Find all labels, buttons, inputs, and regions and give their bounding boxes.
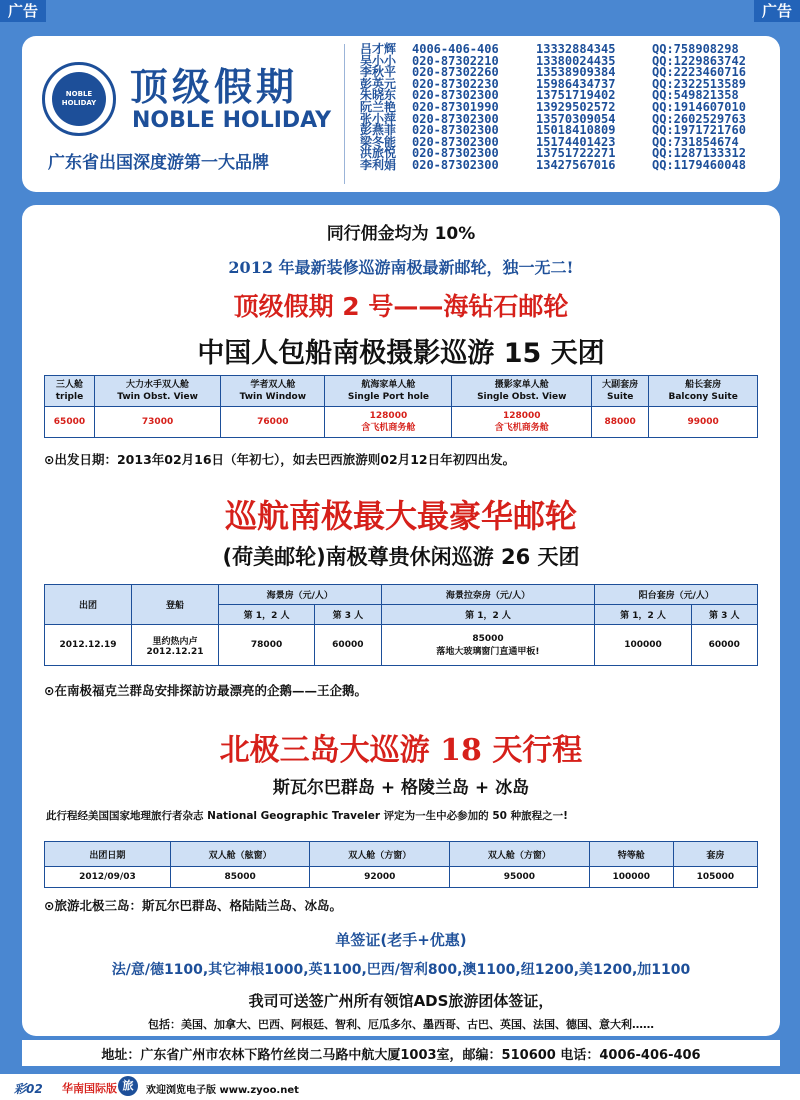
board-date: 2012.12.21 (146, 646, 204, 657)
board-cell (132, 625, 219, 666)
table-header-cell (649, 376, 758, 407)
table-header-cell (45, 376, 95, 407)
cruise-subtitle: 2012 年最新装修巡游南极最新邮轮，独一无二! (228, 258, 574, 277)
header-divider (344, 44, 345, 184)
depart-date-cell: 2012.12.19 (45, 625, 132, 666)
price-cell (452, 407, 592, 438)
cabin-name-cn: 大力水手双人舱 (126, 380, 190, 390)
contact-qq: QQ:2223460716 (652, 65, 746, 80)
price-value: 128000 (502, 411, 541, 421)
table-header-cell: 出团日期 (45, 842, 171, 867)
logo-emblem (42, 62, 116, 136)
cabin-name-en: Suite (606, 392, 634, 402)
contact-tel: 020-87302210 (412, 53, 499, 68)
table-header-cell: 双人舱（方窗） (310, 842, 450, 867)
contact-list (360, 44, 746, 172)
arctic-note: ⊙旅游北极三岛：斯瓦尔巴群岛、格陆陆兰岛、冰岛。 (44, 898, 342, 913)
ad-label-right: 广告 (754, 0, 800, 22)
brand-slogan: 广东省出国深度游第一大品牌 (48, 153, 269, 173)
contact-name: 洪旅悦 (360, 146, 397, 161)
edition-label: 华南国际版 (62, 1082, 117, 1095)
flight-note: 含飞机商务舱 (494, 423, 549, 433)
penguin-note: ⊙在南极福克兰群岛安排探訪访最漂亮的企鹅——王企鹅。 (44, 683, 367, 698)
contact-qq: QQ:1179460048 (652, 157, 746, 172)
price-cell: 65000 (45, 407, 95, 438)
website-link[interactable]: 欢迎浏览电子版 www.zyoo.net (146, 1085, 299, 1096)
table-header-cell (325, 376, 452, 407)
cabin-name-cn: 船长套房 (685, 380, 722, 390)
contact-name: 彭英元 (360, 76, 397, 91)
table-header-cell (221, 376, 325, 407)
contact-tel: 020-87302260 (412, 65, 499, 80)
table-header-cell: 海景房（元/人） (219, 585, 382, 605)
contact-mobile: 13380024435 (536, 53, 616, 68)
tour3-price-table (44, 841, 758, 888)
cabin-name-en: Single Obst. View (477, 392, 567, 402)
contact-qq: QQ:2602529763 (652, 111, 746, 126)
board-city: 里约热内卢 (152, 636, 198, 647)
cabin-name-en: Twin Obst. View (117, 392, 198, 402)
table-header-cell: 第 3 人 (691, 605, 757, 625)
brand-name-en: NOBLE HOLIDAY (132, 108, 332, 133)
contact-mobile: 13751719402 (536, 88, 616, 103)
price-cell: 76000 (221, 407, 325, 438)
table-header-row (45, 376, 758, 407)
contact-name: 阮兰艳 (360, 99, 397, 114)
table-row (45, 407, 758, 438)
contact-qq: QQ:1914607010 (652, 99, 746, 114)
ship2-title: 巡航南极最大最豪华邮轮 (224, 497, 577, 535)
visa-countries: 包括：美国、加拿大、巴西、阿根廷、智利、厄瓜多尔、墨西哥、古巴、英国、法国、德国、意大利…… (148, 1018, 654, 1031)
visa-title: 单签证(老手+优惠) (335, 931, 467, 949)
contact-name: 李秋平 (360, 65, 397, 80)
header-panel (22, 36, 780, 192)
contact-tel: 020-87302300 (412, 88, 499, 103)
table-header-cell: 海景拉奈房（元/人） (381, 585, 595, 605)
contact-mobile: 13929502572 (536, 99, 616, 114)
visa-ads: 我司可送签广州所有领馆ADS旅游团体签证， (248, 992, 554, 1010)
contact-qq: QQ:758908298 (652, 42, 739, 56)
price-value: 128000 (369, 411, 408, 421)
contact-mobile: 15986434737 (536, 76, 616, 91)
contact-qq: QQ:2322513589 (652, 76, 746, 91)
price-cell: 95000 (450, 867, 590, 888)
table-header-row (45, 585, 758, 605)
price-cell: 78000 (219, 625, 315, 666)
main-panel (22, 205, 780, 1036)
contact-qq: QQ:1971721760 (652, 123, 746, 138)
contact-mobile: 15018410809 (536, 123, 616, 138)
table-header-cell: 出团 (45, 585, 132, 625)
contact-row (360, 157, 746, 172)
contact-tel: 020-87302300 (412, 146, 499, 161)
contact-tel: 020-87302300 (412, 134, 499, 149)
cabin-name-en: Balcony Suite (668, 392, 738, 402)
contact-mobile: 13332884345 (536, 42, 616, 56)
table-header-cell (452, 376, 592, 407)
contact-tel: 4006-406-406 (412, 42, 499, 56)
ship1-title: 顶级假期 2 号——海钻石邮轮 (233, 292, 569, 321)
table-header-cell (592, 376, 649, 407)
cabin-name-en: Twin Window (239, 392, 307, 402)
cabin-name-cn: 航海家单人舱 (361, 380, 416, 390)
cabin-name-cn: 三人舱 (55, 380, 83, 390)
commission-note: 同行佣金均为 10% (326, 224, 476, 244)
contact-name: 彭燕菲 (360, 123, 397, 138)
table-header-cell: 阳台套房（元/人） (595, 585, 758, 605)
publication-logo-icon: 旅 (118, 1076, 138, 1096)
price-cell: 100000 (595, 625, 691, 666)
tour3-islands: 斯瓦尔巴群岛 + 格陵兰岛 + 冰岛 (272, 778, 530, 798)
contact-name: 吴小小 (360, 53, 397, 68)
tour2-title: (荷美邮轮)南极尊贵休闲巡游 26 天团 (222, 545, 580, 569)
cabin-name-cn: 学者双人舱 (250, 380, 296, 390)
table-cell: 2012/09/03 (45, 867, 171, 888)
price-cell: 60000 (691, 625, 757, 666)
contact-qq: QQ:731854674 (652, 134, 739, 149)
page-number: 彩02 (14, 1082, 43, 1096)
table-header-cell: 第 1，2 人 (219, 605, 315, 625)
table-header-cell: 登船 (132, 585, 219, 625)
table-header-cell: 套房 (673, 842, 757, 867)
price-cell (381, 625, 595, 666)
brand-name-cn: 顶级假期 (130, 64, 299, 109)
price-value: 85000 (472, 633, 504, 644)
table-header-cell: 第 3 人 (315, 605, 381, 625)
cabin-name-en: triple (55, 392, 84, 402)
contact-mobile: 13751722271 (536, 146, 616, 161)
tour3-title: 北极三岛大巡游 18 天行程 (219, 733, 583, 768)
contact-name: 朱晓东 (360, 88, 397, 103)
table-header-cell: 双人舱（舷窗） (170, 842, 310, 867)
price-cell: 99000 (649, 407, 758, 438)
tour1-title: 中国人包船南极摄影巡游 15 天团 (197, 338, 605, 369)
contact-tel: 020-87302300 (412, 123, 499, 138)
table-header-cell: 双人舱（方窗） (450, 842, 590, 867)
contact-mobile: 15174401423 (536, 134, 616, 149)
table-header-cell (94, 376, 220, 407)
table-row (45, 867, 758, 888)
contact-tel: 020-87302300 (412, 111, 499, 126)
contact-name: 梁冬能 (360, 134, 397, 149)
veranda-note: 落地大玻璃窗门直通甲板! (436, 646, 540, 657)
contact-tel: 020-87302230 (412, 76, 499, 91)
price-cell: 73000 (94, 407, 220, 438)
cabin-name-cn: 摄影家单人舱 (494, 380, 549, 390)
tour1-price-table (44, 375, 758, 438)
contact-mobile: 13570309054 (536, 111, 616, 126)
departure-note: ⊙出发日期：2013年02月16日（年初七），如去巴西旅游则02月12日年初四出发。 (44, 452, 516, 467)
tour2-price-table (44, 584, 758, 666)
table-header-cell: 第 1，2 人 (381, 605, 595, 625)
table-header-cell: 第 1，2 人 (595, 605, 691, 625)
visa-prices: 法/意/德1100,其它神根1000,英1100,巴西/智利800,澳1100,纽1200,美1200,加1100 (111, 962, 691, 978)
address-bar (22, 1040, 780, 1066)
tour3-lead: 此行程经美国国家地理旅行者杂志 National Geographic Traveler 评定为一生中必参加的 50 种旅程之一! (46, 810, 568, 822)
price-cell (325, 407, 452, 438)
address-text: 地址：广东省广州市农林下路竹丝岗二马路中航大厦1003室，邮编：510600 电话：4006-406-406 (101, 1048, 701, 1063)
page-footer (0, 1074, 800, 1100)
table-header-cell: 特等舱 (589, 842, 673, 867)
table-header-row (45, 842, 758, 867)
contact-tel: 020-87302300 (412, 157, 499, 172)
contact-qq: QQ:549821358 (652, 88, 739, 103)
flight-note: 含飞机商务舱 (361, 423, 416, 433)
contact-name: 吕才辉 (360, 42, 397, 56)
contact-name: 张小萍 (360, 111, 397, 126)
cabin-name-en: Single Port hole (347, 392, 430, 402)
price-cell: 85000 (170, 867, 310, 888)
cabin-name-cn: 大副套房 (602, 380, 639, 390)
price-cell: 100000 (589, 867, 673, 888)
ad-label-left: 广告 (0, 0, 46, 22)
price-cell: 88000 (592, 407, 649, 438)
price-cell: 60000 (315, 625, 381, 666)
table-row (45, 625, 758, 666)
contact-mobile: 13427567016 (536, 157, 616, 172)
contact-qq: QQ:1287133312 (652, 146, 746, 161)
logo-emblem-text: NOBLE HOLIDAY (52, 72, 106, 126)
price-cell: 92000 (310, 867, 450, 888)
contact-tel: 020-87301990 (412, 99, 499, 114)
contact-mobile: 13538909384 (536, 65, 616, 80)
price-cell: 105000 (673, 867, 757, 888)
contact-qq: QQ:1229863742 (652, 53, 746, 68)
contact-name: 李利娟 (360, 157, 397, 172)
